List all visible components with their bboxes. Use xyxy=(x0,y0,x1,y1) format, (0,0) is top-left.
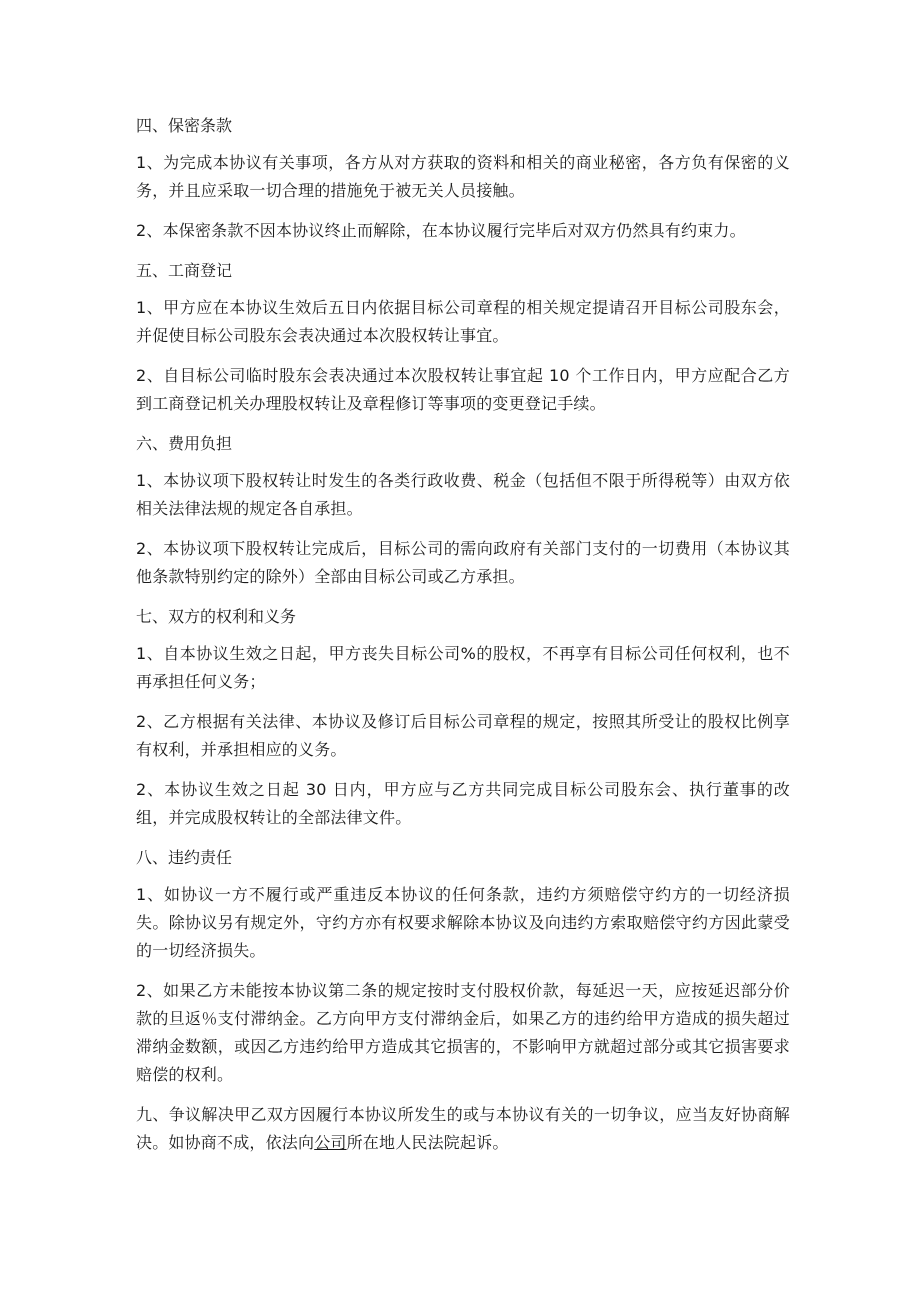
section-4-clause-1: 1、为完成本协议有关事项，各方从对方获取的资料和相关的商业秘密，各方负有保密的义务，并且应采取一切合理的措施免于被无关人员接触。 xyxy=(136,153,790,200)
section-7-clause-1: 1、自本协议生效之日起，甲方丧失目标公司%的股权，不再享有目标公司任何权利，也不再承担任何义务； xyxy=(136,644,790,691)
section-8-heading: 八、违约责任 xyxy=(136,848,233,867)
section-9-text-before: 九、争议解决甲乙双方因履行本协议所发生的或与本协议有关的一切争议，应当友好协商解决。如协商不成，依法向 xyxy=(136,1105,790,1152)
section-8-clause-2: 2、如果乙方未能按本协议第二条的规定按时支付股权价款，每延迟一天，应按延迟部分价款的旦返％支付滞纳金。乙方向甲方支付滞纳金后，如果乙方的违约给甲方造成的损失超过滞纳金数额，或因乙方违约给甲方造成其它损害的，不影响甲方就超过部分或其它损害要求赔偿的权利。 xyxy=(136,981,790,1084)
section-5-clause-2: 2、自目标公司临时股东会表决通过本次股权转让事宜起 10 个工作日内，甲方应配合乙方到工商登记机关办理股权转让及章程修订等事项的变更登记手续。 xyxy=(136,366,790,413)
document-page xyxy=(136,112,790,1157)
section-4-heading: 四、保密条款 xyxy=(136,116,233,135)
section-7-heading: 七、双方的权利和义务 xyxy=(136,607,297,626)
section-9-underlined-word: 公司 xyxy=(314,1133,347,1152)
section-9-paragraph xyxy=(136,1101,790,1157)
section-7-clause-2: 2、乙方根据有关法律、本协议及修订后目标公司章程的规定，按照其所受让的股权比例享有权利，并承担相应的义务。 xyxy=(136,712,790,759)
section-8-clause-1: 1、如协议一方不履行或严重违反本协议的任何条款，违约方须赔偿守约方的一切经济损失。除协议另有规定外，守约方亦有权要求解除本协议及向违约方索取赔偿守约方因此蒙受的一切经济损失。 xyxy=(136,885,790,960)
section-6-clause-1: 1、本协议项下股权转让时发生的各类行政收费、税金（包括但不限于所得税等）由双方依相关法律法规的规定各自承担。 xyxy=(136,471,790,518)
section-4-clause-2: 2、本保密条款不因本协议终止而解除，在本协议履行完毕后对双方仍然具有约束力。 xyxy=(136,221,746,240)
section-5-clause-1: 1、甲方应在本协议生效后五日内依据目标公司章程的相关规定提请召开目标公司股东会，并促使目标公司股东会表决通过本次股权转让事宜。 xyxy=(136,298,790,345)
section-6-heading: 六、费用负担 xyxy=(136,434,233,453)
section-6-clause-2: 2、本协议项下股权转让完成后，目标公司的需向政府有关部门支付的一切费用（本协议其他条款特别约定的除外）全部由目标公司或乙方承担。 xyxy=(136,539,790,586)
section-5-heading: 五、工商登记 xyxy=(136,261,233,280)
section-7-clause-3: 2、本协议生效之日起 30 日内，甲方应与乙方共同完成目标公司股东会、执行董事的改组，并完成股权转让的全部法律文件。 xyxy=(136,780,790,827)
section-9-text-after: 所在地人民法院起诉。 xyxy=(346,1133,509,1152)
